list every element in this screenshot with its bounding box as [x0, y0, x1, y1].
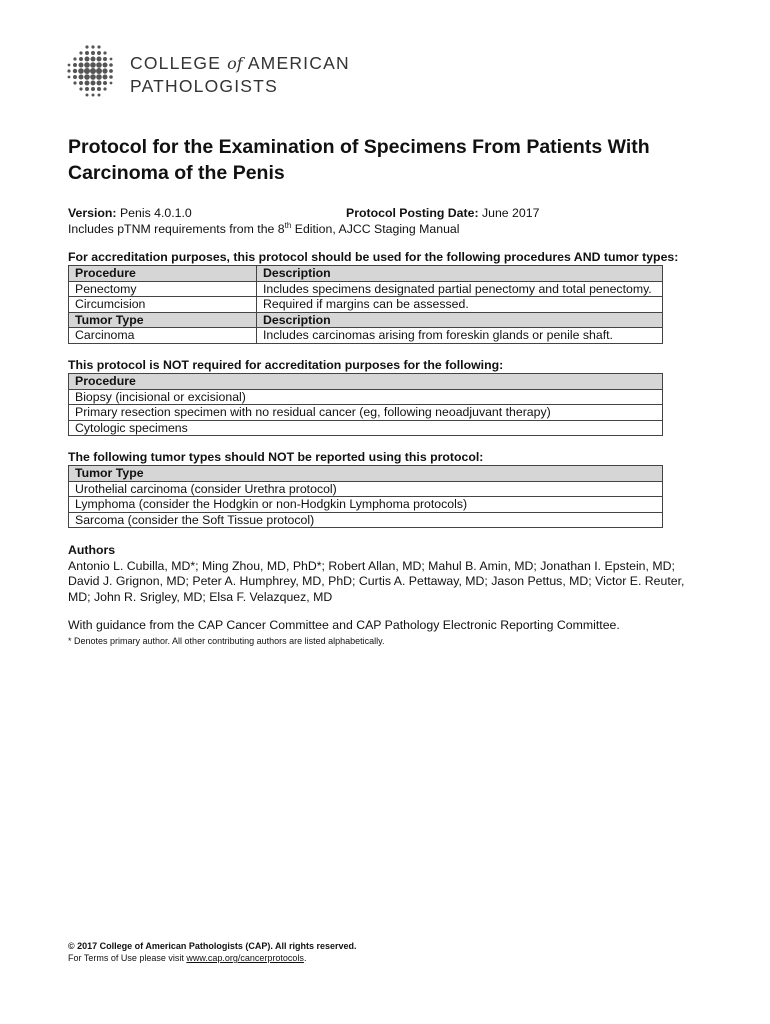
table-row [69, 420, 663, 436]
primary-author-note: * Denotes primary author. All other contributing authors are listed alphabetically. [68, 636, 385, 646]
table-row [69, 328, 663, 344]
version-info [68, 206, 192, 220]
version-value: Penis 4.0.1.0 [119, 206, 192, 220]
footer-terms-post: . [303, 953, 307, 963]
logo-college: COLLEGE [130, 53, 222, 73]
table-row [69, 466, 663, 482]
table-row [69, 374, 663, 390]
table-cell: Description [257, 266, 663, 282]
accreditation-heading: For accreditation purposes, this protocol should be used for the following procedures AND tumor types: [68, 250, 679, 264]
ptnm-pre: Includes pTNM requirements from the 8 [68, 222, 285, 236]
cap-logo-wordmark [130, 52, 350, 97]
table-cell: Includes carcinomas arising from foreskin glands or penile shaft. [257, 328, 663, 344]
protocol-meta [68, 205, 688, 237]
table-row [69, 281, 663, 297]
not-reported-heading: The following tumor types should NOT be reported using this protocol: [68, 450, 484, 464]
posting-value: June 2017 [481, 206, 540, 220]
footer [68, 940, 357, 964]
table-row [69, 389, 663, 405]
authors-section [68, 543, 708, 605]
table-cell: Tumor Type [69, 312, 257, 328]
table-cell: Procedure [69, 266, 257, 282]
footer-copyright: © 2017 College of American Pathologists (CAP). All rights reserved. [68, 941, 357, 951]
table-row [69, 405, 663, 421]
logo-american: AMERICAN [247, 53, 350, 73]
posting-date [346, 205, 539, 221]
footer-terms [68, 952, 357, 964]
not-required-table [68, 373, 663, 436]
table-cell: Tumor Type [69, 466, 663, 482]
table-cell: Procedure [69, 374, 663, 390]
table-row [69, 481, 663, 497]
ptnm-post: Edition, AJCC Staging Manual [291, 222, 460, 236]
table-cell: Carcinoma [69, 328, 257, 344]
table-cell: Circumcision [69, 297, 257, 313]
table-cell: Primary resection specimen with no residual cancer (eg, following neoadjuvant therapy) [69, 405, 663, 421]
ptnm-sup: th [284, 220, 292, 230]
cap-logo-dots-icon [66, 44, 116, 100]
page-title: Protocol for the Examination of Specimens From Patients With Carcinoma of the Penis [68, 136, 650, 184]
cap-logo [66, 44, 116, 100]
table-cell: Required if margins can be assessed. [257, 297, 663, 313]
table-cell: Description [257, 312, 663, 328]
table-row [69, 297, 663, 313]
footer-terms-pre: For Terms of Use please visit [68, 953, 187, 963]
authors-heading: Authors [68, 543, 116, 557]
logo-of: of [227, 54, 243, 73]
table-cell: Includes specimens designated partial penectomy and total penectomy. [257, 281, 663, 297]
cap-protocols-link[interactable]: www.cap.org/cancerprotocols [186, 953, 304, 963]
table-row [69, 312, 663, 328]
ptnm-requirements [68, 221, 688, 237]
table-row [69, 512, 663, 528]
table-cell: Lymphoma (consider the Hodgkin or non-Hodgkin Lymphoma protocols) [69, 497, 663, 513]
version-label: Version: [68, 206, 117, 220]
logo-pathologists: PATHOLOGISTS [130, 76, 278, 96]
table-cell: Cytologic specimens [69, 420, 663, 436]
table-row [69, 497, 663, 513]
not-required-heading: This protocol is NOT required for accreditation purposes for the following: [68, 358, 504, 372]
accreditation-table [68, 265, 663, 344]
guidance-text: With guidance from the CAP Cancer Committee and CAP Pathology Electronic Reporting Committee. [68, 618, 620, 632]
table-cell: Urothelial carcinoma (consider Urethra protocol) [69, 481, 663, 497]
table-cell: Sarcoma (consider the Soft Tissue protocol) [69, 512, 663, 528]
authors-list: Antonio L. Cubilla, MD*; Ming Zhou, MD, PhD*; Robert Allan, MD; Mahul B. Amin, MD; Jonathan I. Epstein, MD; David J. Grignon, MD; Peter A. Humphrey, MD, PhD; Curtis A. Pettaway, MD; Jason Pettus, MD; Victor E. Reuter, MD; John R. Srigley, MD; Elsa F. Velazquez, MD [68, 558, 685, 604]
table-cell: Biopsy (incisional or excisional) [69, 389, 663, 405]
table-row [69, 266, 663, 282]
posting-label: Protocol Posting Date: [346, 206, 479, 220]
not-reported-table [68, 465, 663, 528]
table-cell: Penectomy [69, 281, 257, 297]
